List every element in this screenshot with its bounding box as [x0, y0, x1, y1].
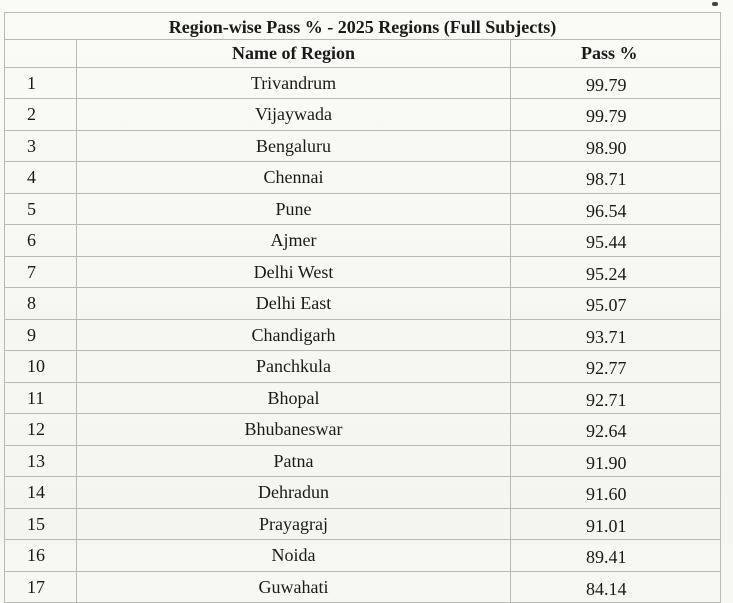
row-pass-percent: 95.24 [511, 256, 721, 288]
row-pass-percent: 99.79 [511, 99, 721, 131]
table-title: Region-wise Pass % - 2025 Regions (Full Subjects) [5, 13, 721, 40]
row-region-name: Delhi West [77, 256, 511, 288]
header-region: Name of Region [77, 40, 511, 68]
table-row [5, 67, 721, 99]
row-serial: 12 [5, 414, 77, 446]
row-region-name: Bhopal [77, 382, 511, 414]
row-region-name: Vijaywada [77, 99, 511, 131]
header-row [5, 40, 721, 68]
table-row [5, 540, 721, 572]
table-row [5, 193, 721, 225]
row-region-name: Guwahati [77, 571, 511, 603]
scan-mark [712, 2, 718, 6]
row-serial: 8 [5, 288, 77, 320]
row-region-name: Prayagraj [77, 508, 511, 540]
table-row [5, 130, 721, 162]
row-serial: 3 [5, 130, 77, 162]
row-serial: 5 [5, 193, 77, 225]
table-row [5, 477, 721, 509]
row-serial: 17 [5, 571, 77, 603]
row-serial: 15 [5, 508, 77, 540]
table-row [5, 351, 721, 383]
row-serial: 10 [5, 351, 77, 383]
row-region-name: Ajmer [77, 225, 511, 257]
row-serial: 16 [5, 540, 77, 572]
table-row [5, 508, 721, 540]
row-serial: 11 [5, 382, 77, 414]
row-pass-percent: 93.71 [511, 319, 721, 351]
row-pass-percent: 92.71 [511, 382, 721, 414]
table-row [5, 414, 721, 446]
row-region-name: Delhi East [77, 288, 511, 320]
row-pass-percent: 91.01 [511, 508, 721, 540]
row-region-name: Dehradun [77, 477, 511, 509]
row-serial: 1 [5, 67, 77, 99]
table-row [5, 445, 721, 477]
table-row [5, 99, 721, 131]
row-serial: 9 [5, 319, 77, 351]
row-serial: 7 [5, 256, 77, 288]
row-serial: 4 [5, 162, 77, 194]
table-row [5, 288, 721, 320]
table-row [5, 382, 721, 414]
row-region-name: Panchkula [77, 351, 511, 383]
row-pass-percent: 92.64 [511, 414, 721, 446]
row-pass-percent: 98.71 [511, 162, 721, 194]
table-row [5, 319, 721, 351]
row-pass-percent: 89.41 [511, 540, 721, 572]
row-serial: 13 [5, 445, 77, 477]
row-region-name: Chennai [77, 162, 511, 194]
row-pass-percent: 95.44 [511, 225, 721, 257]
table-row [5, 571, 721, 603]
row-pass-percent: 92.77 [511, 351, 721, 383]
row-region-name: Patna [77, 445, 511, 477]
header-pass: Pass % [511, 40, 721, 68]
row-region-name: Chandigarh [77, 319, 511, 351]
row-region-name: Trivandrum [77, 67, 511, 99]
row-pass-percent: 91.90 [511, 445, 721, 477]
row-region-name: Bhubaneswar [77, 414, 511, 446]
row-pass-percent: 91.60 [511, 477, 721, 509]
table-body [5, 67, 721, 603]
row-pass-percent: 95.07 [511, 288, 721, 320]
table-row [5, 256, 721, 288]
region-pass-table [4, 12, 721, 603]
title-row [5, 13, 721, 40]
table-row [5, 225, 721, 257]
row-region-name: Noida [77, 540, 511, 572]
row-pass-percent: 98.90 [511, 130, 721, 162]
row-serial: 6 [5, 225, 77, 257]
row-serial: 14 [5, 477, 77, 509]
row-region-name: Bengaluru [77, 130, 511, 162]
header-serial [5, 40, 77, 68]
row-pass-percent: 96.54 [511, 193, 721, 225]
row-pass-percent: 99.79 [511, 67, 721, 99]
row-pass-percent: 84.14 [511, 571, 721, 603]
row-region-name: Pune [77, 193, 511, 225]
table-row [5, 162, 721, 194]
row-serial: 2 [5, 99, 77, 131]
